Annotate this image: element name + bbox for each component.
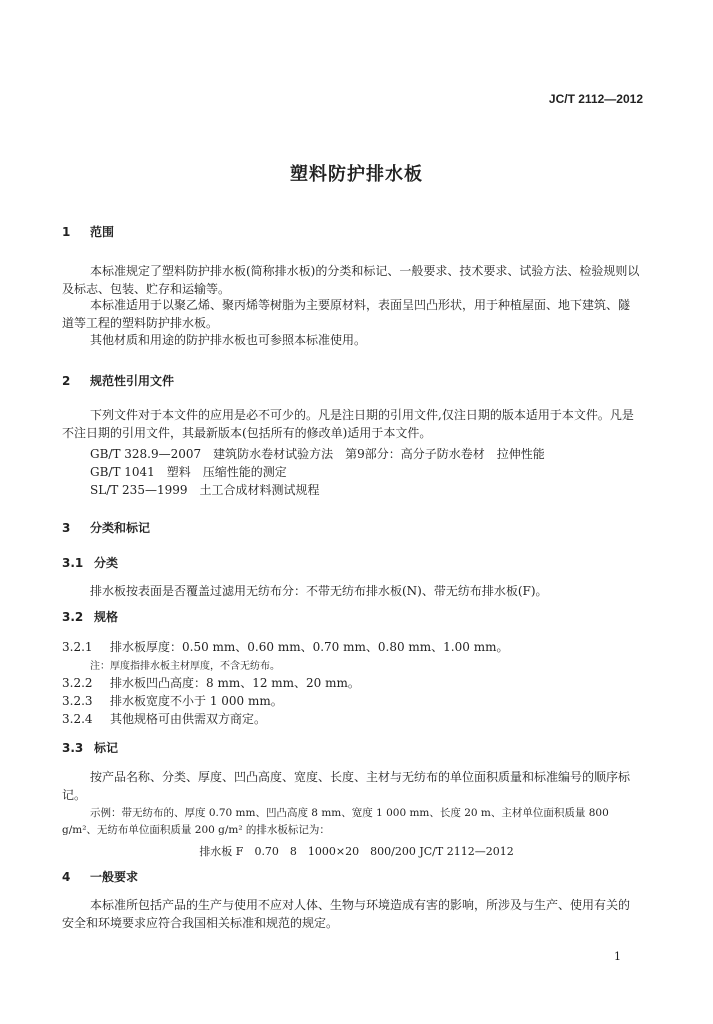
reference-item: SL/T 235—1999 土工合成材料测试规程 (90, 483, 320, 497)
section-1-paragraph-3: 其他材质和用途的防护排水板也可参照本标准使用。 (90, 333, 367, 347)
section-number: 2 (62, 374, 71, 388)
subsection-title: 规格 (94, 610, 119, 624)
subsection-3-1-paragraph: 排水板按表面是否覆盖过滤用无纺布分：不带无纺布排水板(N)、带无纺布排水板(F)。 (90, 584, 548, 598)
section-2-paragraph: 下列文件对于本文件的应用是必不可少的。凡是注日期的引用文件,仅注日期的版本适用于本文件。凡是不注日期的引用文件，其最新版本(包括所有的修改单)适用于本文件。 (62, 408, 634, 440)
section-title: 分类和标记 (90, 521, 151, 535)
section-1-paragraph-2: 本标准适用于以聚乙烯、聚丙烯等树脂为主要原材料，表面呈凹凸形状，用于种植屋面、地下建筑、隧道等工程的塑料防护排水板。 (62, 298, 631, 330)
section-number: 4 (62, 870, 71, 884)
marking-example: 示例：带无纺布的、厚度 0.70 mm、凹凸高度 8 mm、宽度 1 000 mm、长度 20 m、主材单位面积质量 800 g/m²、无纺布单位面积质量 200 g/m² 的排水板标记为： (62, 807, 609, 836)
spec-number: 3.2.4 (62, 712, 93, 726)
section-4-heading (62, 868, 138, 885)
spec-item (62, 674, 360, 691)
spec-item (62, 638, 508, 655)
section-4-paragraph: 本标准所包括产品的生产与使用不应对人体、生物与环境造成有害的影响，所涉及与生产、使用有关的安全和环境要求应符合我国相关标准和规范的规定。 (62, 898, 631, 930)
subsection-number: 3.2 (62, 610, 84, 624)
subsection-3-3-heading (62, 739, 118, 756)
spec-item (62, 710, 266, 727)
spec-text: 排水板厚度：0.50 mm、0.60 mm、0.70 mm、0.80 mm、1.00 mm。 (110, 640, 509, 654)
spec-number: 3.2.3 (62, 694, 93, 708)
section-3-heading (62, 519, 150, 536)
section-title: 一般要求 (90, 870, 139, 884)
spec-number: 3.2.1 (62, 640, 93, 654)
subsection-number: 3.1 (62, 556, 84, 570)
section-1-paragraph-1: 本标准规定了塑料防护排水板(简称排水板)的分类和标记、一般要求、技术要求、试验方法、检验规则以及标志、包装、贮存和运输等。 (62, 264, 640, 296)
subsection-number: 3.3 (62, 741, 84, 755)
section-title: 规范性引用文件 (90, 374, 175, 388)
spec-text: 排水板凹凸高度：8 mm、12 mm、20 mm。 (110, 676, 360, 690)
page-number: 1 (614, 950, 621, 963)
subsection-3-3-paragraph: 按产品名称、分类、厚度、凹凸高度、宽度、长度、主材与无纺布的单位面积质量和标准编号的顺序标记。 (62, 770, 631, 802)
subsection-title: 分类 (94, 556, 119, 570)
document-title: 塑料防护排水板 (290, 164, 423, 185)
subsection-3-2-heading (62, 608, 118, 625)
spec-number: 3.2.2 (62, 676, 93, 690)
spec-note: 注：厚度指排水板主材厚度，不含无纺布。 (90, 661, 280, 672)
subsection-title: 标记 (94, 741, 119, 755)
reference-item: GB/T 1041 塑料 压缩性能的测定 (90, 465, 287, 479)
section-1-heading (62, 223, 114, 240)
section-title: 范围 (90, 225, 115, 239)
spec-item (62, 692, 283, 709)
marking-string: 排水板 F 0.70 8 1000×20 800/200 JC/T 2112—2012 (199, 845, 514, 858)
section-number: 3 (62, 521, 71, 535)
spec-text: 排水板宽度不小于 1 000 mm。 (110, 694, 283, 708)
section-number: 1 (62, 225, 71, 239)
subsection-3-1-heading (62, 554, 118, 571)
standard-code: JC/T 2112—2012 (548, 92, 643, 106)
section-2-heading (62, 372, 174, 389)
spec-text: 其他规格可由供需双方商定。 (110, 712, 267, 726)
reference-item: GB/T 328.9—2007 建筑防水卷材试验方法 第9部分：高分子防水卷材 拉伸性能 (90, 447, 545, 461)
